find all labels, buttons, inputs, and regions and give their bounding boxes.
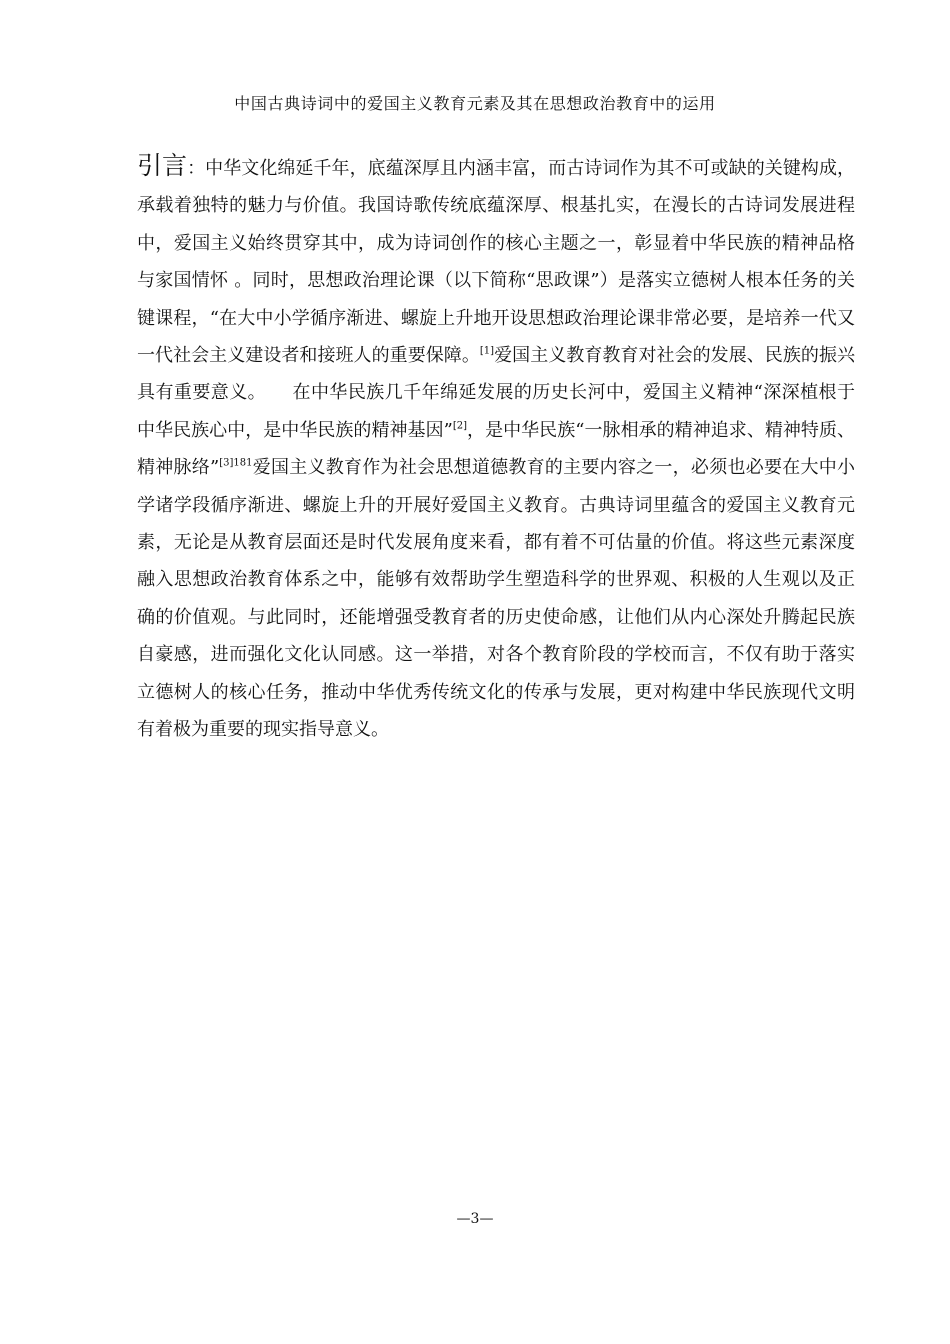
intro-text-segment: 爱国主义教育教育对社会的发展、民族的振兴具有重要意义。 (137, 345, 855, 404)
citation-ref: [1] (479, 345, 495, 357)
intro-paragraph (137, 150, 855, 749)
citation-ref: [3]181 (219, 457, 253, 469)
intro-text-segment: 中华文化绵延千年，底蕴深厚且内涵丰富，而古诗词作为其不可或缺的关键构成，承载着独特的魅力与价值。我国诗歌传统底蕴深厚、根基扎实，在漫长的古诗词发展进程中，爱国主义始终贯穿其中，成为诗词创作的核心主题之一，彰显着中华民族的精神品格与家国情怀 。同时，思想政治理论课（以下简称“思政课”）是落实立德树人根本任务的关键课程，“在大中小学循序渐进、螺旋上升地开设思想政治理论课非常必要，是培养一代又一代社会主义建设者和接班人的重要保障。 (137, 158, 855, 367)
page-number: —3— (456, 1211, 494, 1227)
citation-ref: [2] (452, 420, 467, 432)
intro-text-segment: 在中华民族几千年绵延发展的历史长河中，爱国主义精神“深深植根于中华民族心中，是中华民族的精神基因” (137, 382, 855, 441)
intro-label: 引言 (137, 151, 188, 180)
intro-text-segment: 爱国主义教育作为社会思想道德教育的主要内容之一，必须也必要在大中小学诸学段循序渐进、螺旋上升的开展好爱国主义教育。古典诗词里蕴含的爱国主义教育元素，无论是从教育层面还是时代发展角度来看，都有着不可估量的价值。将这些元素深度融入思想政治教育体系之中，能够有效帮助学生塑造科学的世界观、积极的人生观以及正确的价值观。与此同时，还能增强受教育者的历史使命感，让他们从内心深处升腾起民族自豪感，进而强化文化认同感。这一举措，对各个教育阶段的学校而言，不仅有助于落实立德树人的核心任务，推动中华优秀传统文化的传承与发展，更对构建中华民族现代文明有着极为重要的现实指导意义。 (137, 457, 855, 741)
running-header-title: 中国古典诗词中的爱国主义教育元素及其在思想政治教育中的运用 (234, 94, 716, 113)
intro-label-colon: ： (187, 158, 206, 179)
intro-text-segment: ，是中华民族“一脉相承的精神追求、精神特质、精神脉络” (137, 419, 856, 479)
